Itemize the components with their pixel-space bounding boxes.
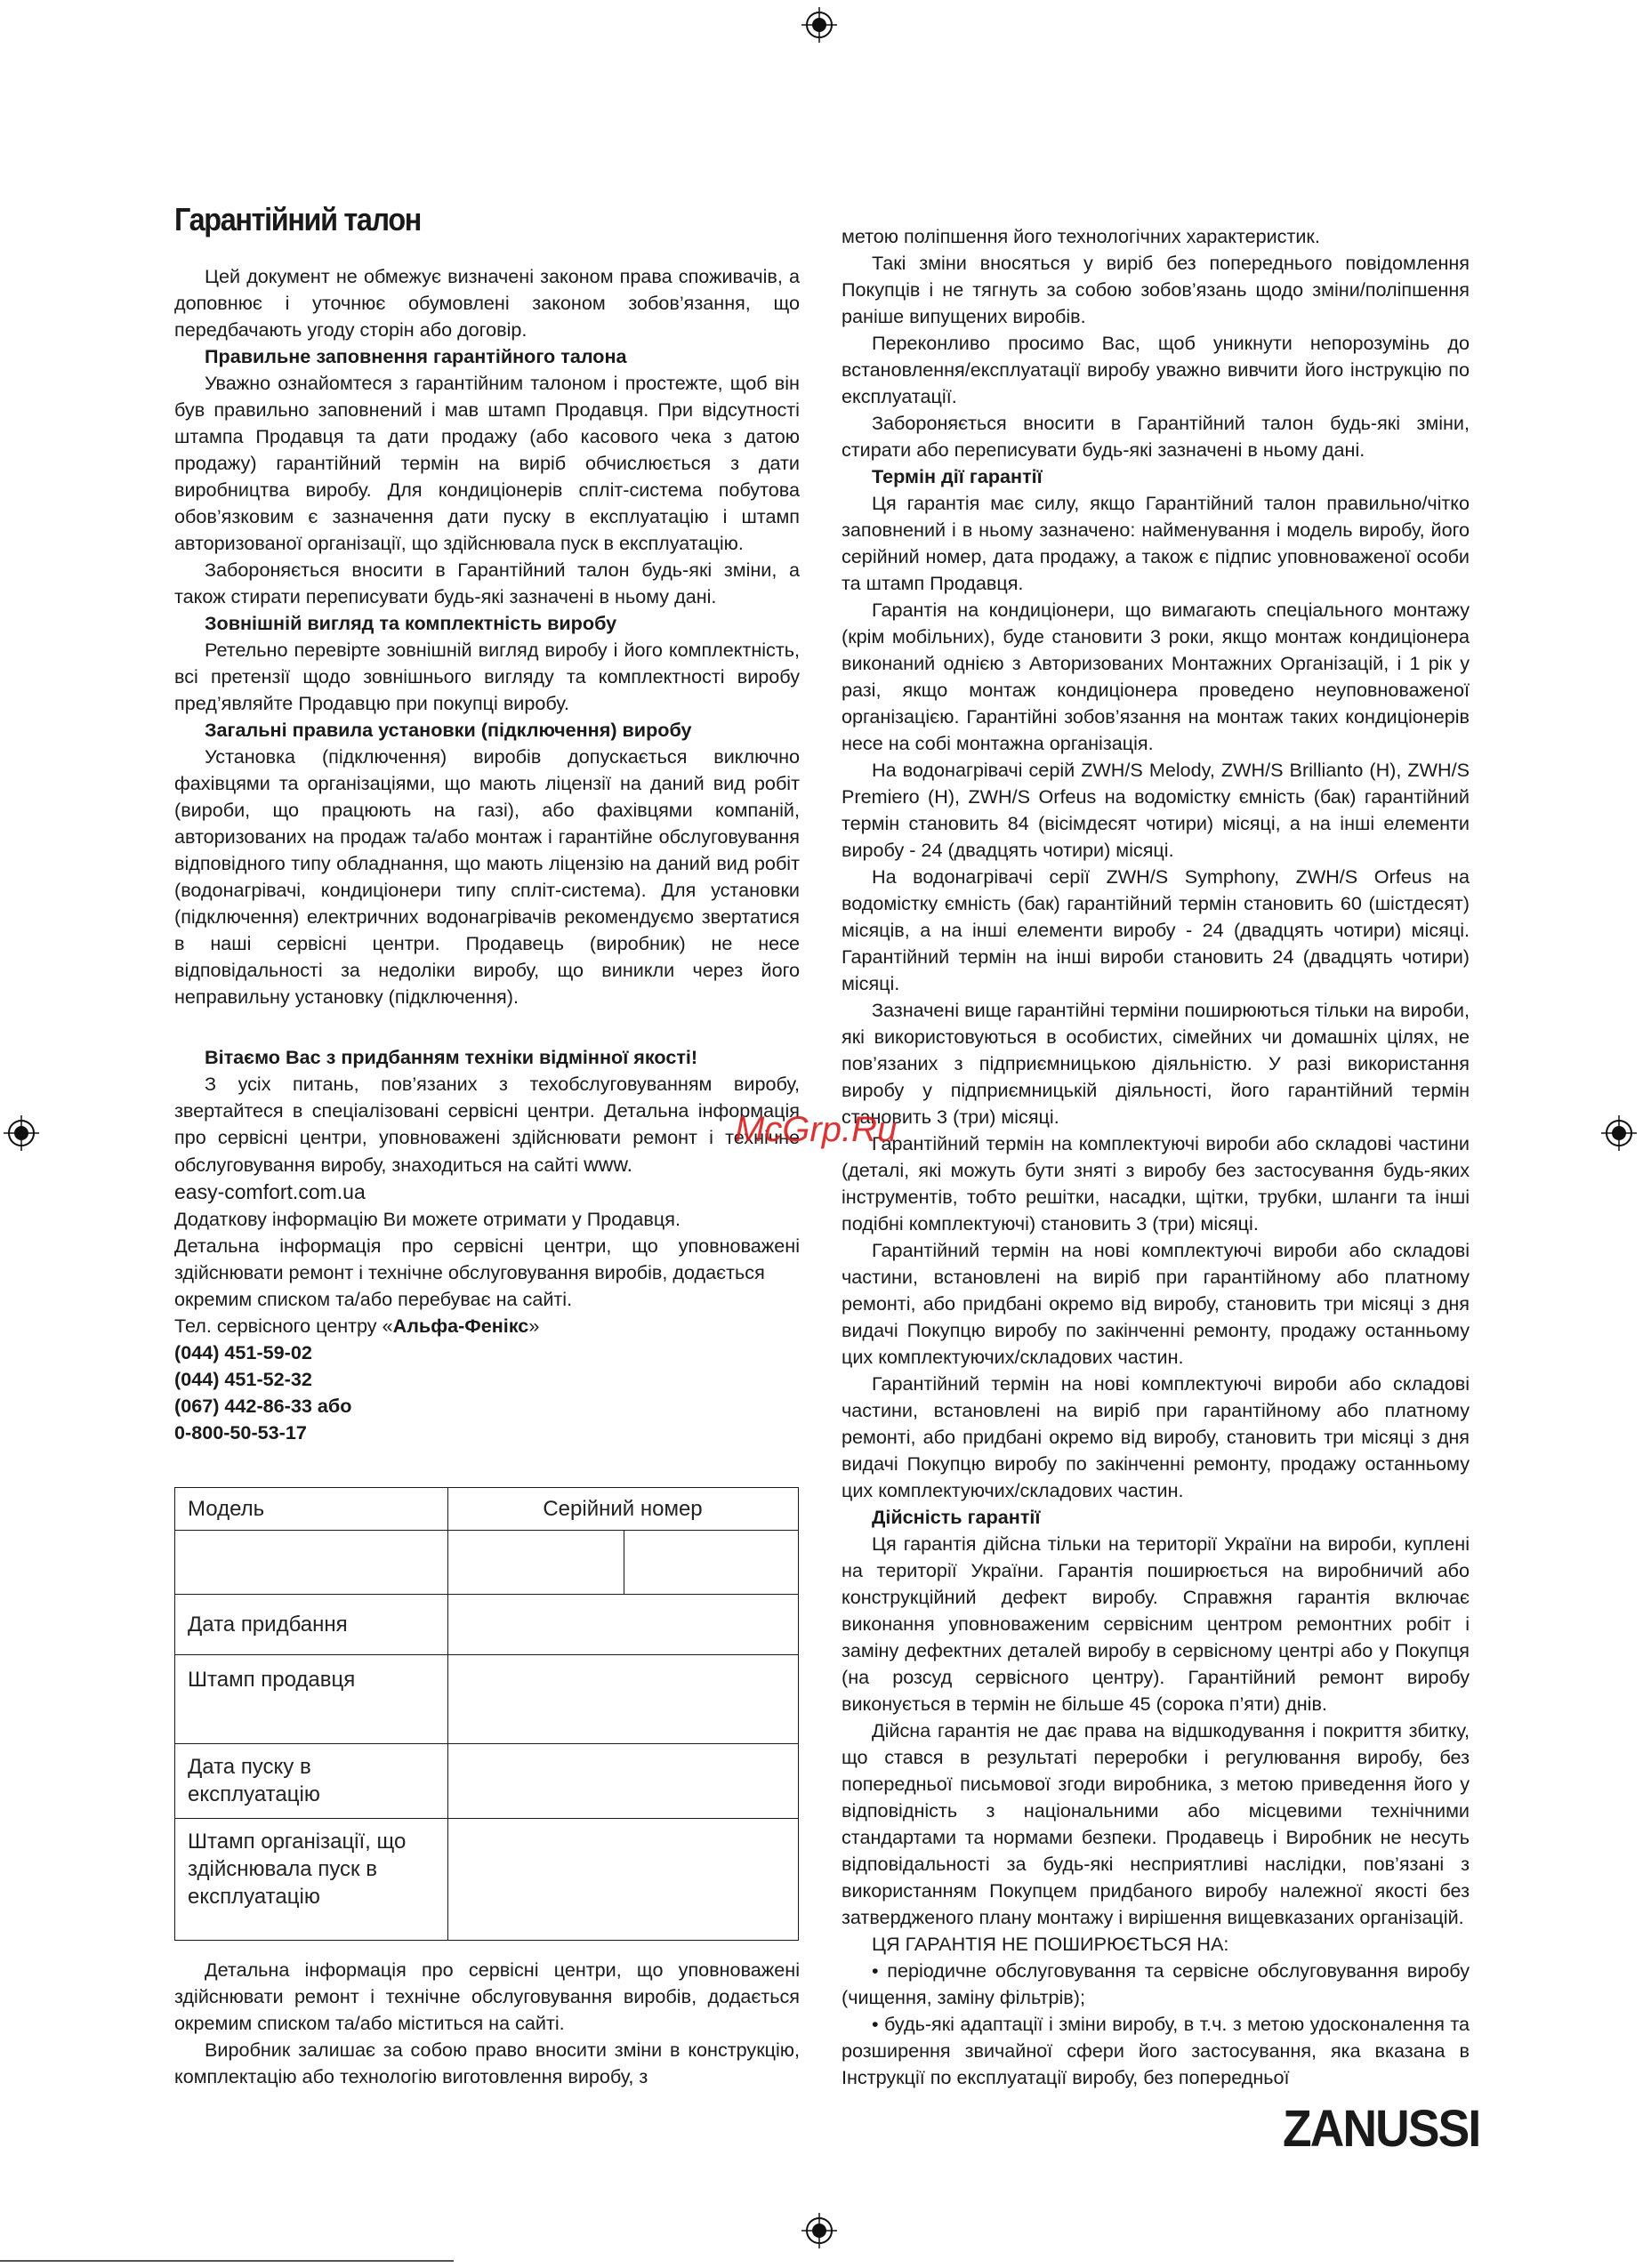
- serial-field-1[interactable]: [447, 1531, 624, 1594]
- prohibition-paragraph: Забороняється вносити в Гарантійний талон будь-які зміни, а також стирати переписувати будь-які зазначені в ньому дані.: [174, 559, 800, 607]
- right-p16: • періодичне обслуговування та сервісне обслуговування виробу (чищення, заміну фільтрів);: [842, 1959, 1470, 2008]
- start-date-label-line2: експлуатацію: [188, 1782, 320, 1806]
- service-details-line: Детальна інформація про сервісні центри, що уповноважені здійснювати ремонт і технічне обслуговування виробів, додається: [174, 1235, 800, 1283]
- right-p5: Ця гарантія має силу, якщо Гарантійний талон правильно/чітко заповнений і в ньому зазначено: найменування і модель виробу, його серійний номер, дата продажу, а також є підпис уповноваженої особи та штамп Продавця.: [842, 492, 1470, 594]
- org-stamp-label-line2: здійснювала пуск в: [188, 1857, 377, 1881]
- right-column: [842, 223, 1470, 2091]
- org-stamp-label-line1: Штамп організації, що: [188, 1830, 407, 1854]
- installation-paragraph: Установка (підключення) виробів допускається виключно фахівцями та організаціями, що мають ліцензії на даний вид робіт (вироби, що працюють на газі), або фахівцями компаній, авторизованих на продаж та/або монтаж і гарантійне обслуговування відповідного типу обладнання, що мають ліцензію на даний вид робіт (водонагрівачі, кондиціонери типу спліт-система). Для установки (підключення) електричних водонагрівачів рекомендуємо звертатися в наші сервісні центри. Продавець (виробник) не несе відповідальності за недоліки виробу, що виникли через його неправильну установку (підключення).: [174, 745, 800, 1008]
- org-stamp-field[interactable]: [447, 1819, 797, 1940]
- model-field[interactable]: [175, 1531, 447, 1594]
- right-p3: Переконливо просимо Вас, щоб уникнути непорозумінь до встановлення/експлуатації виробу уважно вивчити його інструкцію по експлуатації.: [842, 332, 1470, 407]
- serial-field-2[interactable]: [624, 1531, 797, 1594]
- tel-label-end: »: [528, 1315, 540, 1337]
- section-heading-congrats: Вітаємо Вас з придбанням техніки відмінної якості!: [205, 1046, 698, 1068]
- seller-stamp-field[interactable]: [447, 1655, 797, 1743]
- service-center-name: Альфа-Фенікс: [392, 1315, 529, 1337]
- registration-mark-bottom: [801, 2213, 837, 2248]
- section-heading-appearance: Зовнішній вигляд та комплектність виробу: [205, 612, 617, 634]
- phone-number-1: (044) 451-59-02: [174, 1341, 312, 1363]
- site-link-part2[interactable]: easy-comfort.com.ua: [174, 1180, 366, 1203]
- right-p10: Гарантійний термін на комплектуючі вироби або складові частини (деталі, які можуть бути зняті з виробу без застосування будь-яких інструментів, тобто решітки, насадки, щітки, трубки, шланги та інші подібні комплектуючі) становить 3 (три) місяці.: [842, 1132, 1470, 1235]
- right-p15: ЦЯ ГАРАНТІЯ НЕ ПОШИРЮЄТЬСЯ НА:: [872, 1933, 1229, 1955]
- start-date-label: [175, 1744, 447, 1818]
- right-p13: Ця гарантія дійсна тільки на території України на вироби, куплені на території України. Гарантія поширюється на виробничий або конструкційний дефект виробу. Справжня гарантія включає виконання уповноваженим сервісним центром ремонтних робіт і заміну дефектних деталей виробу в сервісному центрі або у Покупця (на розсуд сервісного центру). Гарантійний ремонт виробу виконується в термін не більше 45 (сорока п’яти) днів.: [842, 1532, 1470, 1715]
- footer-rule: [0, 2260, 454, 2262]
- serial-label: Серійний номер: [447, 1488, 797, 1530]
- purchase-date-label: Дата придбання: [188, 1613, 348, 1637]
- seller-info-line: Додаткову інформацію Ви можете отримати у Продавця.: [174, 1208, 681, 1230]
- registration-mark-top: [801, 7, 837, 43]
- section-heading-validity: Дійсність гарантії: [872, 1506, 1041, 1528]
- separate-list-line: окремим списком та/або перебуває на сайті.: [174, 1288, 573, 1310]
- right-p7: На водонагрівачі серій ZWH/S Melody, ZWH/S Brillianto (H), ZWH/S Premiero (H), ZWH/S Orfeus на водомістку ємність (бак) гарантійний термін становить 84 (вісімдесят чотири) місяці, а на інші елементи виробу - 24 (двадцять чотири) місяці.: [842, 759, 1470, 861]
- form-row-header: [175, 1488, 798, 1531]
- org-stamp-label: [175, 1819, 447, 1940]
- service-paragraph: [174, 1071, 800, 1178]
- site-link-line: [174, 1178, 800, 1206]
- registration-mark-right: [1601, 1115, 1637, 1151]
- form-row-values: [175, 1531, 798, 1595]
- right-p1: метою поліпшення його технологічних характеристик.: [842, 225, 1320, 247]
- appearance-paragraph: Ретельно перевірте зовнішній вигляд виробу і його комплектність, всі претензії щодо зовнішнього вигляду та комплектності виробу пред’являйте Продавцю при покупці виробу.: [174, 639, 800, 714]
- warranty-form-table: [174, 1487, 799, 1941]
- right-p12: Гарантійний термін на нові комплектуючі вироби або складові частини, встановлені на виріб при гарантійному або платному ремонті, або придбані окремо від виробу, становить три місяці з дня видачі Покупцю виробу по закінченні ремонту, продажу останньому цих комплектуючих/складових частин.: [842, 1372, 1470, 1501]
- right-p11: Гарантійний термін на нові комплектуючі вироби або складові частини, встановлені на виріб при гарантійному або платному ремонті, або придбані окремо від виробу, становить три місяці з дня видачі Покупцю виробу по закінченні ремонту, продажу останньому цих комплектуючих/складових частин.: [842, 1239, 1470, 1368]
- service-text: З усіх питань, пов’язаних з техобслуговуванням виробу, звертайтеся в спеціалізовані сервісні центри. Детальна інформація про сервісні центри, уповноважені здійснювати ремонт і технічне обслуговування виробу, знаходиться на сайті: [174, 1073, 800, 1176]
- model-label: Модель: [188, 1497, 265, 1521]
- manufacturer-rights-paragraph: Виробник залишає за собою право вносити зміни в конструкцію, комплектацію або технологію виготовлення виробу, з: [174, 2039, 800, 2087]
- right-p8: На водонагрівачі серії ZWH/S Symphony, ZWH/S Orfeus на водомістку ємність (бак) гарантійний термін становить 60 (шістдесят) місяців, а на інші елементи виробу - 24 (двадцять чотири) місяці. Гарантійний термін на інші вироби становить 24 (двадцять чотири) місяці.: [842, 865, 1470, 994]
- start-date-label-line1: Дата пуску в: [188, 1755, 311, 1779]
- left-column: [174, 263, 800, 1446]
- zanussi-logo: ZANUSSI: [1283, 2100, 1480, 2158]
- filling-paragraph: Уважно ознайомтеся з гарантійним талоном і простежте, щоб він був правильно заповнений і мав штамп Продавця. При відсутності штампа Продавця та дати продажу (або касового чека з датою продажу) гарантійний термін на виріб обчислюється з дати виробництва виробу. Для кондиціонерів спліт-система побутова обов’язковим є зазначення дати пуску в експлуатацію і штамп авторизованої організації, що здійснювала пуск в експлуатацію.: [174, 372, 800, 554]
- service-list-paragraph: Детальна інформація про сервісні центри, що уповноважені здійснювати ремонт і технічне обслуговування виробів, додається окремим списком та/або міститься на сайті.: [174, 1958, 800, 2034]
- right-p17: • будь-які адаптації і зміни виробу, в т.ч. з метою удосконалення та розширення звичайної сфери його застосування, яка вказана в Інструкції по експлуатації виробу, без попередньої: [842, 2013, 1470, 2088]
- right-p4: Забороняється вносити в Гарантійний талон будь-які зміни, стирати або переписувати будь-які зазначені в ньому дані.: [842, 412, 1470, 461]
- phone-number-3: (067) 442-86-33 або: [174, 1395, 352, 1417]
- tel-label: Тел. сервісного центру «: [174, 1315, 393, 1337]
- service-phone-label: [174, 1313, 800, 1339]
- section-heading-filling: Правильне заповнення гарантійного талона: [205, 345, 627, 367]
- section-heading-term: Термін дії гарантії: [872, 465, 1043, 487]
- form-row-purchase: [175, 1595, 798, 1655]
- right-p14: Дійсна гарантія не дає права на відшкодування і покриття збитку, що стався в результаті переробки і регулювання виробу, без попередньої письмової згоди виробника, з метою приведення його у відповідність з національними або місцевими технічними стандартами та нормами безпеки. Продавець і Виробник не несуть відповідальності за будь-які несприятливі наслідки, пов’язані з використанням Покупцем придбаного виробу належної якості без затвердженого плану монтажу і вирішення вищевказаних організацій.: [842, 1719, 1470, 1928]
- form-row-start-date: [175, 1744, 798, 1819]
- registration-mark-left: [4, 1115, 39, 1151]
- intro-paragraph: Цей документ не обмежує визначені законом права споживачів, а доповнює і уточнює обумовлені законом зобов’язання, що передбачають угоду сторін або договір.: [174, 265, 800, 341]
- spacer: [174, 1010, 800, 1044]
- watermark-text: McGrp.Ru: [735, 1110, 898, 1149]
- right-p9: Зазначені вище гарантійні терміни поширюються тільки на вироби, які використовуються в особистих, сімейних чи домашніх цілях, не пов’язаних з підприємницькою діяльністю. У разі використання виробу у підприємницькій діяльності, його гарантійний термін становить 3 (три) місяці.: [842, 999, 1470, 1128]
- form-row-seller-stamp: [175, 1655, 798, 1744]
- purchase-date-field[interactable]: [447, 1595, 797, 1654]
- seller-stamp-label: Штамп продавця: [188, 1668, 356, 1692]
- form-row-org-stamp: [175, 1819, 798, 1940]
- site-link-part1[interactable]: www.: [584, 1153, 633, 1176]
- section-heading-installation: Загальні правила установки (підключення) виробу: [205, 719, 692, 741]
- phone-number-2: (044) 451-52-32: [174, 1368, 312, 1390]
- right-p2: Такі зміни вносяться у виріб без попереднього повідомлення Покупців і не тягнуть за собою зобов’язань щодо зміни/поліпшення раніше випущених виробів.: [842, 252, 1470, 327]
- org-stamp-label-line3: експлуатацію: [188, 1885, 320, 1909]
- page-title: Гарантійний талон: [174, 201, 421, 237]
- phone-number-4: 0-800-50-53-17: [174, 1421, 307, 1444]
- start-date-field[interactable]: [447, 1744, 797, 1818]
- left-column-bottom: [174, 1957, 800, 2090]
- right-p6: Гарантія на кондиціонери, що вимагають спеціального монтажу (крім мобільних), буде становити 3 роки, якщо монтаж кондиціонера виконаний однією з Авторизованих Монтажних Організацій, і 1 рік у разі, якщо монтаж кондиціонера проведено неуповноваженої організацією. Гарантійні зобов’язання на монтаж таких кондиціонерів несе на собі монтажна організація.: [842, 599, 1470, 754]
